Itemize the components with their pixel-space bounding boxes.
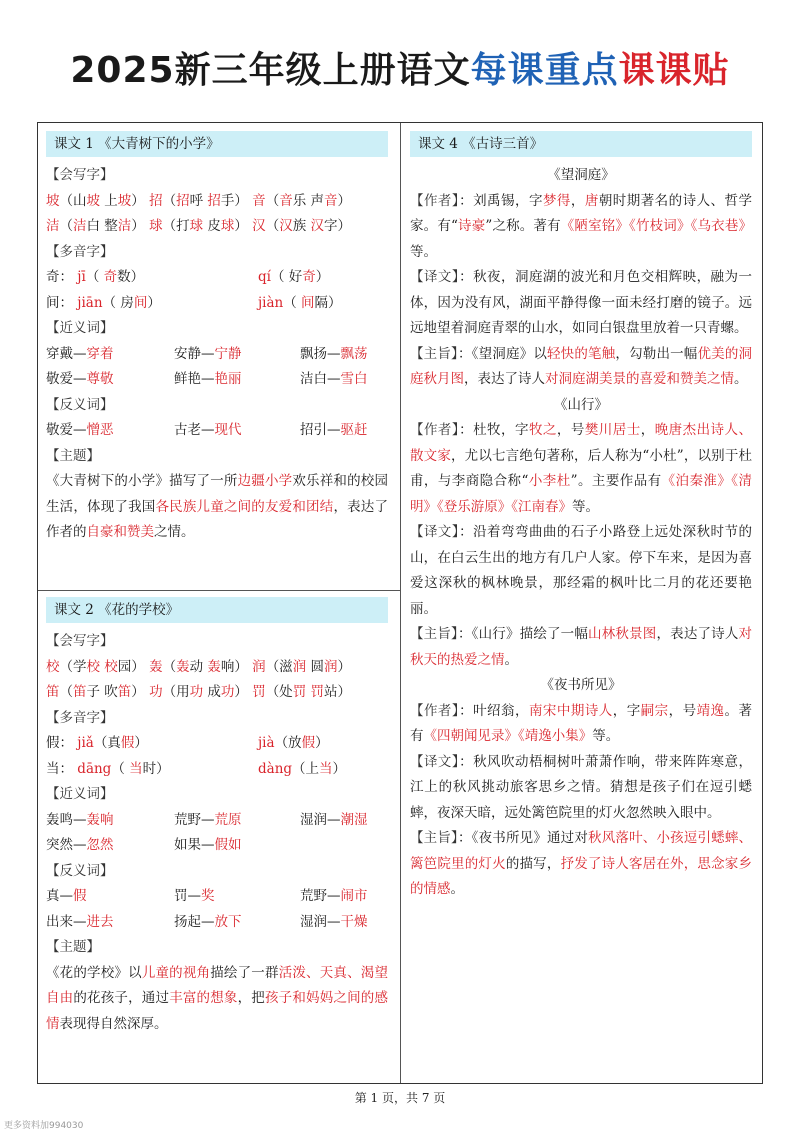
text-run: 乐 声 (292, 192, 324, 209)
text-run: ） (337, 192, 351, 209)
highlight-text: 汉 (247, 218, 266, 234)
poem-author: 【作者】：杜牧，字牧之，号樊川居士，晚唐杰出诗人、散文家，尤以七言绝句著称，后人称为“小杜”，以别于杜甫，与李商隐合称“小李杜”。主要作品有《泊秦淮》《清明》《登乐游原》《江南春》等。 (410, 422, 753, 515)
theme-label: 【主题】 (46, 447, 100, 464)
highlight-text: 现代 (214, 422, 242, 438)
text-run: （用 (162, 684, 190, 700)
text-run: ） (134, 735, 148, 751)
column-divider (400, 123, 401, 1083)
highlight-text: 忽然 (86, 837, 114, 853)
highlight-text: 功 (220, 684, 235, 700)
poem-translation: 【译文】：秋风吹动梧桐树叶萧萧作响，带来阵阵寒意，江上的秋风挑动旅客思乡之情。猜想是孩子们在逗引蟋蟀，夜深天暗，远处篱笆院里的灯火忽然映入眼中。 (410, 753, 752, 821)
highlight-text: 《四朝闻见录》《靖逸小集》 (423, 728, 593, 744)
highlight-text: 润 (247, 658, 266, 675)
text-run: （处 (265, 684, 293, 700)
text-run: 飘扬— (300, 345, 341, 362)
text-run: 罚— (174, 888, 201, 904)
highlight-text: 坡 (86, 192, 100, 209)
highlight-text: 球 (220, 218, 235, 234)
highlight-text: 假 (301, 735, 316, 751)
text-run: 子 吹 (86, 684, 118, 700)
text-run: 表现得自然深厚。 (59, 1015, 168, 1032)
text-run: 突然— (46, 837, 87, 853)
text-run: 的描写， (505, 855, 561, 872)
text-run: 呼 (189, 192, 208, 209)
highlight-text: 功 (144, 684, 163, 700)
text-run: （山 (59, 192, 87, 209)
polyphone-row (46, 757, 388, 783)
text-run: ， (570, 192, 585, 209)
text-run: （打 (162, 218, 190, 234)
polyphone-row (46, 265, 388, 291)
synonym-row (46, 833, 388, 859)
text-run: ：秋风吹动梧桐树叶萧萧作响，带来阵阵寒意，江上的秋风挑动旅客思乡之情。猜想是孩子们在逗引蟋蟀，夜深天暗，远处篱笆院里的灯火忽然映入眼中。 (410, 753, 752, 821)
highlight-text: 润 (292, 658, 307, 675)
highlight-text: 招 (144, 192, 163, 209)
text-run: 白 整 (86, 218, 118, 234)
polyphone-label: 【多音字】 (46, 243, 114, 260)
highlight-text: 儿童的视角 (141, 964, 211, 981)
antonym-row (46, 910, 388, 936)
highlight-text: 丰富的想象 (169, 990, 238, 1006)
highlight-text: 罚 (247, 684, 266, 700)
text-run: 等。 (592, 728, 620, 744)
write-label: 【会写字】 (46, 167, 114, 183)
text-run: 湿润— (300, 811, 341, 828)
text-run: ，号 (556, 422, 585, 438)
highlight-text: 笛 (117, 684, 132, 700)
text-run: （滋 (265, 658, 293, 675)
highlight-text: 宁静 (214, 345, 242, 362)
text-run: ”。主要作品有 (570, 473, 662, 489)
highlight-text: 晚唐杰出诗人、散文家 (410, 422, 752, 464)
highlight-text: 假 (120, 735, 135, 751)
antonym-row (46, 884, 388, 910)
antonym-label: 【反义词】 (46, 396, 114, 413)
text-run: （ (59, 218, 73, 234)
text-run: ，表达了诗人 (656, 626, 739, 642)
text-run: （ 好 (270, 269, 303, 285)
highlight-text: 雪白 (340, 371, 368, 387)
poem-author: 【作者】：叶绍翁，南宋中期诗人，字嗣宗，号靖逸。著有《四朝闻见录》《靖逸小集》等。 (410, 702, 752, 744)
highlight-text: 校 (46, 658, 60, 675)
highlight-text: 洁 (46, 218, 60, 234)
title-part-1: 2025新三年级上册语文 (70, 50, 471, 91)
synonym-row (46, 342, 388, 368)
highlight-text: 自豪和赞美 (86, 524, 154, 540)
highlight-text: 假 (73, 888, 87, 904)
highlight-text: 艳丽 (214, 371, 242, 387)
highlight-text: 罚 (310, 684, 324, 700)
text-run: 穿戴— (46, 345, 87, 362)
highlight-text: 汉 (279, 218, 293, 234)
text-run: 圆 (306, 658, 324, 675)
highlight-text: 边疆小学 (237, 473, 293, 489)
text-run: 描绘了一群 (210, 964, 279, 981)
text-run: （ (265, 218, 280, 234)
text-run: 成 (203, 684, 221, 700)
text-run: ：秋夜，洞庭湖的波光和月色交相辉映，融为一体，因为没有风，湖面平静得像一面未经打磨的镜子。远远地望着洞庭青翠的山水，如同白银盘里放着一只青螺。 (410, 269, 752, 336)
synonym-row (46, 367, 388, 393)
highlight-text: jià (258, 735, 275, 751)
highlight-text: 潮湿 (340, 811, 368, 828)
text-run: 。 (504, 651, 518, 668)
text-run: ，号 (668, 702, 697, 719)
highlight-text: 校 (104, 658, 118, 675)
highlight-text: 驱赶 (340, 422, 368, 438)
highlight-text: 洁 (117, 218, 132, 234)
text-run: 朝时期著名的诗人、哲学家。有“ (410, 192, 752, 234)
text-run: （学 (59, 658, 87, 675)
synonym-label: 【近义词】 (46, 786, 114, 802)
highlight-text: 靖逸 (696, 702, 725, 719)
poem-translation: 【译文】：秋夜，洞庭湖的波光和月色交相辉映，融为一体，因为没有风，湖面平静得像一面未经打磨的镜子。远远地望着洞庭青翠的山水，如同白银盘里放着一只青螺。 (410, 269, 752, 336)
text-run: 动 (189, 658, 208, 675)
poem-author: 【作者】：刘禹锡，字梦得，唐朝时期著名的诗人、哲学家。有“诗豪”之称。著有《陋室铭》《竹枝词》《乌衣巷》等。 (410, 192, 753, 260)
highlight-text: 秋风落叶、小孩逗引蟋蟀、篱笆院里的灯火 (410, 830, 753, 872)
highlight-text: jiǎ (77, 735, 94, 751)
lesson-4-heading: 课文 4 《古诗三首》 (410, 131, 752, 157)
write-row (46, 214, 388, 240)
text-run: 出来— (46, 913, 87, 930)
text-run: 站） (323, 684, 351, 700)
text-run: 敬爱— (46, 422, 87, 438)
text-run: 敬爱— (46, 371, 87, 387)
text-run: 族 (292, 218, 311, 234)
text-run: 荒野— (300, 888, 341, 904)
text-run: 当： (46, 760, 78, 777)
highlight-text: 球 (144, 218, 163, 234)
text-run: ， (640, 422, 655, 438)
text-run: ：《山行》描绘了一幅 (457, 626, 589, 642)
text-run: ：刘禹锡，字 (459, 192, 543, 209)
synonym-label: 【近义词】 (46, 320, 114, 336)
text-run: ：沿着弯弯曲曲的石子小路登上远处深秋时节的山，在白云生出的地方有几户人家。停下车来，是因为喜爱这深秋的枫林晚景，那经霜的枫叶比二月的花还要艳丽。 (410, 524, 752, 617)
text-run: 响） (220, 658, 248, 675)
highlight-text: 抒发了诗人客居在外，思念家乡的情感 (410, 855, 752, 897)
highlight-text: 尊敬 (86, 371, 114, 387)
text-run: 《花的学校》以 (46, 964, 142, 981)
synonym-row (46, 808, 388, 834)
text-run: 手） (220, 192, 248, 209)
highlight-text: 间 (133, 294, 148, 311)
polyphone-row (46, 731, 388, 757)
highlight-text: 音 (323, 192, 338, 209)
page-title (0, 42, 800, 93)
highlight-text: 进去 (86, 913, 114, 930)
text-run: ） (234, 218, 248, 234)
text-run: （ (283, 294, 302, 311)
theme-paragraph (46, 469, 388, 546)
poem-theme: 【主旨】：《望洞庭》以轻快的笔触，勾勒出一幅优美的洞庭秋月图，表达了诗人对洞庭湖美景的喜爱和赞美之情。 (410, 345, 753, 387)
text-run: ，把 (237, 990, 265, 1006)
polyphone-label: 【多音字】 (46, 709, 114, 726)
text-run: 皮 (203, 218, 221, 234)
text-run: ，表达了诗人 (464, 371, 545, 387)
poem-theme: 【主旨】：《夜书所见》通过对秋风落叶、小孩逗引蟋蟀、篱笆院里的灯火的描写，抒发了诗人客居在外，思念家乡的情感。 (410, 830, 753, 897)
highlight-text: 奇 (302, 269, 316, 285)
highlight-text: dāng (77, 760, 112, 777)
highlight-text: 罚 (292, 684, 307, 700)
highlight-text: 坡 (117, 192, 132, 209)
highlight-text: 轰 (176, 658, 190, 675)
text-run: 。著有 (410, 702, 752, 744)
text-run: ） (147, 294, 161, 311)
text-run: （ (265, 192, 280, 209)
highlight-text: 《陋室铭》《竹枝词》《乌衣巷》 (560, 218, 753, 234)
lesson-2-heading: 课文 2 《花的学校》 (46, 597, 388, 623)
text-run: ） (131, 192, 145, 209)
highlight-text: 南宋中期诗人 (528, 702, 613, 719)
text-run: ：《望洞庭》以 (457, 345, 547, 362)
highlight-text: qí (258, 269, 271, 285)
text-run: ） (315, 735, 329, 751)
lesson-2-section (46, 597, 388, 1037)
text-run: ，勾勒出一幅 (615, 345, 698, 362)
text-run: 鲜艳— (174, 371, 215, 387)
write-label: 【会写字】 (46, 633, 114, 649)
text-run: （ (85, 269, 104, 285)
highlight-text: 憎恶 (86, 422, 114, 438)
theme-paragraph (46, 961, 388, 1038)
title-part-3: 课课贴 (618, 50, 730, 91)
highlight-text: 嗣宗 (640, 702, 669, 719)
highlight-text: 樊川居士 (584, 422, 641, 438)
highlight-text: 润 (323, 658, 338, 675)
highlight-text: 洁 (73, 218, 87, 234)
text-run: ，尤以七言绝句著称，后人称为“小杜”，以别于杜甫，与李商隐合称“ (410, 447, 753, 489)
text-run: 。 (450, 881, 464, 897)
highlight-text: 轻快的笔触 (547, 345, 616, 362)
title-part-2: 每课重点 (470, 50, 619, 91)
highlight-text: 招 (176, 192, 190, 209)
highlight-text: jiàn (258, 294, 284, 311)
text-run: 数） (117, 269, 145, 285)
text-run: ） (234, 684, 248, 700)
text-run: ） (131, 218, 145, 234)
text-run: ，表达了作者的 (46, 498, 388, 540)
highlight-text: 对秋天的热爱之情 (410, 626, 753, 668)
highlight-text: 诗豪 (457, 218, 486, 234)
highlight-text: 当 (129, 760, 143, 777)
text-run: ，字 (612, 702, 641, 719)
highlight-text: 优美的洞庭秋月图 (410, 345, 753, 387)
write-row (46, 680, 388, 706)
highlight-text: 当 (319, 760, 333, 777)
text-run: （ 房 (102, 294, 134, 311)
highlight-text: 假如 (214, 837, 242, 853)
text-run: 间： (46, 294, 78, 311)
poem-theme: 【主旨】：《山行》描绘了一幅山林秋景图，表达了诗人对秋天的热爱之情。 (410, 626, 753, 668)
text-run: ”之称。著有 (485, 218, 561, 234)
highlight-text: 对洞庭湖美景的喜爱和赞美之情 (545, 371, 734, 387)
highlight-text: 奇 (103, 269, 118, 285)
text-run: 隔） (314, 294, 342, 311)
highlight-text: 间 (301, 294, 315, 311)
text-run: 安静— (174, 345, 215, 362)
highlight-text: 奖 (201, 888, 215, 904)
highlight-text: 招 (207, 192, 221, 209)
text-run: （上 (292, 760, 320, 777)
page-footer: 第 1 页，共 7 页 (354, 1091, 446, 1105)
lesson-1-heading: 课文 1 《大青树下的小学》 (46, 131, 388, 157)
polyphone-row (46, 291, 388, 317)
text-run: 字） (323, 218, 351, 234)
highlight-text: 飘荡 (340, 345, 368, 362)
watermark: 更多资料加994030 (4, 1121, 84, 1131)
text-run: ） (332, 760, 347, 777)
highlight-text: 梦得 (542, 192, 571, 209)
highlight-text: 孩子和妈妈之间的感情 (46, 990, 388, 1032)
highlight-text: 笛 (46, 684, 60, 700)
text-run: （ (162, 192, 177, 209)
poem-title: 《夜书所见》 (540, 677, 622, 693)
highlight-text: 校 (86, 658, 100, 675)
text-run: 湿润— (300, 913, 341, 930)
highlight-text: 功 (189, 684, 204, 700)
text-run: 真— (46, 888, 73, 904)
antonym-label: 【反义词】 (46, 862, 114, 879)
text-run: 招引— (300, 422, 341, 438)
highlight-text: 穿着 (86, 345, 114, 362)
text-run: ） (337, 658, 351, 675)
text-run: ） (131, 684, 145, 700)
highlight-text: 轰 (207, 658, 221, 675)
highlight-text: 汉 (310, 218, 324, 234)
text-run: 如果— (174, 837, 215, 853)
highlight-text: 唐 (584, 192, 599, 209)
highlight-text: 坡 (46, 192, 60, 209)
highlight-text: 放下 (214, 913, 242, 930)
text-run: 之情。 (154, 524, 195, 540)
theme-label: 【主题】 (46, 939, 100, 955)
write-row (46, 655, 388, 681)
text-run: （放 (274, 735, 302, 751)
highlight-text: 荒原 (214, 811, 242, 828)
poem-translation: 【译文】：沿着弯弯曲曲的石子小路登上远处深秋时节的山，在白云生出的地方有几户人家。停下车来，是因为喜爱这深秋的枫林晚景，那经霜的枫叶比二月的花还要艳丽。 (410, 524, 752, 617)
text-run: 上 (100, 192, 118, 209)
text-run: （ (59, 684, 73, 700)
lesson-1-section (46, 131, 388, 546)
text-run: 等。 (572, 498, 599, 515)
text-run: 《大青树下的小学》描写了一所 (46, 473, 238, 489)
text-run: 轰鸣— (46, 811, 87, 828)
text-run: 荒野— (174, 811, 215, 828)
highlight-text: jī (77, 269, 86, 285)
highlight-text: 球 (189, 218, 204, 234)
text-run: 扬起— (174, 913, 215, 930)
antonym-row (46, 418, 388, 444)
highlight-text: 干燥 (340, 913, 368, 930)
section-divider (38, 590, 400, 591)
highlight-text: 笛 (73, 684, 87, 700)
highlight-text: 小李杜 (528, 473, 571, 489)
text-run: （ (162, 658, 177, 675)
highlight-text: jiān (77, 294, 103, 311)
text-run: ：叶绍翁， (459, 702, 529, 719)
poem-title: 《望洞庭》 (547, 167, 615, 183)
highlight-text: 轰 (144, 658, 163, 675)
highlight-text: 牧之 (528, 422, 557, 438)
text-run: （ (111, 760, 130, 777)
content-frame (37, 122, 763, 1084)
highlight-text: 各民族儿童之间的友爱和团结 (155, 498, 334, 515)
lesson-4-section (410, 131, 752, 903)
text-run: 的花孩子，通过 (73, 990, 170, 1006)
text-run: 时） (142, 760, 170, 777)
highlight-text: 活泼、天真、渴望自由 (46, 964, 388, 1006)
poem-title: 《山行》 (554, 396, 608, 413)
text-run: 古老— (174, 422, 215, 438)
text-run: 。 (734, 371, 748, 387)
highlight-text: 音 (247, 192, 266, 209)
text-run: 假： (46, 735, 78, 751)
highlight-text: 音 (279, 192, 293, 209)
highlight-text: dàng (258, 760, 293, 777)
highlight-text: 轰响 (86, 811, 114, 828)
write-row (46, 189, 388, 215)
text-run: ：《夜书所见》通过对 (457, 830, 589, 846)
text-run: ：杜牧，字 (459, 422, 529, 438)
text-run: ） (315, 269, 330, 285)
highlight-text: 山林秋景图 (588, 626, 657, 642)
highlight-text: 闹市 (340, 888, 368, 904)
text-run: 等。 (410, 243, 437, 260)
text-run: 园） (117, 658, 145, 675)
highlight-text: 《泊秦淮》《清明》《登乐游原》《江南春》 (410, 473, 752, 515)
text-run: （真 (93, 735, 121, 751)
text-run: 奇： (46, 269, 78, 285)
text-run: 洁白— (300, 371, 341, 387)
text-run: 欢乐祥和的校园生活，体现了我国 (46, 473, 388, 515)
